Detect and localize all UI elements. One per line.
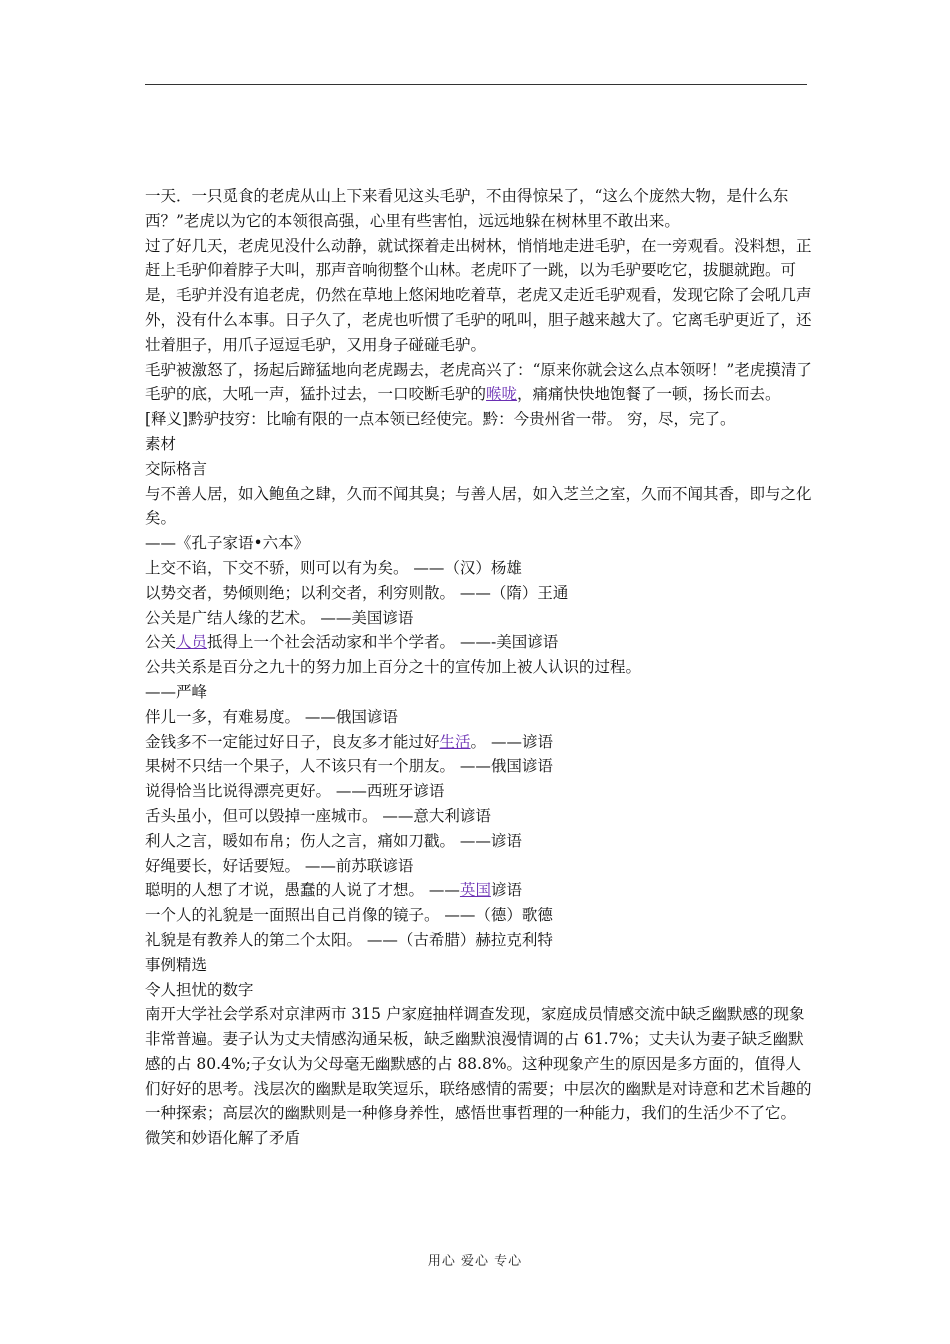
quote-text: 谚语: [490, 881, 522, 900]
explanation: [释义]黔驴技穷：比喻有限的一点本领已经使完。黔：今贵州省一带。 穷，尽，完了。: [145, 410, 736, 429]
quote-text: 。 ——谚语: [470, 732, 553, 751]
quote-text: 聪明的人想了才说，愚蠢的人说了才想。 ——: [145, 881, 460, 900]
example-title: 令人担忧的数字: [145, 980, 254, 999]
quote-line: 以势交者，势倾则绝；以利交者，利穷则散。 ——（隋）王通: [145, 583, 569, 602]
quote-line: 一个人的礼貌是一面照出自己肖像的镜子。 ——（德）歌德: [145, 906, 553, 925]
quote-line: [145, 630, 813, 655]
page-footer: 用心 爱心 专心: [427, 1254, 523, 1269]
quote-line: 礼貌是有教养人的第二个太阳。 ——（古希腊）赫拉克利特: [145, 930, 553, 949]
story-paragraph-1: 一天．一只觅食的老虎从山上下来看见这头毛驴，不由得惊呆了，“这么个庞然大物，是什么东西？”老虎以为它的本领很高强，心里有些害怕，远远地躲在树林里不敢出来。: [145, 187, 789, 230]
section-heading-material: 素材: [145, 434, 177, 453]
quote-line: 与不善人居，如入鲍鱼之肆，久而不闻其臭；与善人居，如入芝兰之室，久而不闻其香，即与之化矣。: [145, 484, 812, 528]
england-link[interactable]: 英国: [459, 881, 491, 900]
quote-source: ——严峰: [145, 682, 208, 701]
story-text: ，痛痛快快地饱餐了一顿，扬长而去。: [517, 385, 781, 404]
example-title: 微笑和妙语化解了矛盾: [145, 1129, 301, 1148]
example-paragraph: 南开大学社会学系对京津两市 315 户家庭抽样调查发现，家庭成员情感交流中缺乏幽默感的现象非常普遍。妻子认为丈夫情感沟通呆板，缺乏幽默浪漫情调的占 61.7%；丈夫认为妻子缺乏幽默感的占 80.4%;子女认为父母毫无幽默感的占 88.8%。这种现象产生的原因是多方面的，值得人们好好的思考。浅层次的幽默是取笑逗乐，联络感情的需要；中层次的幽默是对诗意和艺术旨趣的一种探索；高层次的幽默则是一种修身养性，感悟世事哲理的一种能力，我们的生活少不了它。: [145, 1005, 812, 1123]
quote-line: [145, 878, 813, 903]
life-link[interactable]: 生活: [439, 732, 471, 751]
quote-line: 上交不谄，下交不骄，则可以有为矣。 ——（汉）杨雄: [145, 558, 522, 577]
quote-line: 伴儿一多，有难易度。 ——俄国谚语: [145, 707, 398, 726]
quote-line: 果树不只结一个果子，人不该只有一个朋友。 ——俄国谚语: [145, 757, 553, 776]
quote-line: 舌头虽小，但可以毁掉一座城市。 ——意大利谚语: [145, 806, 491, 825]
quote-line: 利人之言，暖如布帛；伤人之言，痛如刀戳。 ——谚语: [145, 831, 522, 850]
section-heading-examples: 事例精选: [145, 955, 208, 974]
section-heading-quotes: 交际格言: [145, 459, 208, 478]
personnel-link[interactable]: 人员: [176, 633, 208, 652]
quote-line: 公关是广结人缘的艺术。 ——美国谚语: [145, 608, 414, 627]
quote-line: 说得恰当比说得漂亮更好。 ——西班牙谚语: [145, 782, 445, 801]
quote-text: 抵得上一个社会活动家和半个学者。 ——-美国谚语: [207, 633, 559, 652]
story-paragraph-3: [145, 358, 813, 408]
quote-line: 好绳要长，好话要短。 ——前苏联谚语: [145, 856, 414, 875]
header-rule: [145, 84, 807, 85]
quote-line: 公共关系是百分之九十的努力加上百分之十的宣传加上被人认识的过程。: [145, 658, 642, 677]
throat-link[interactable]: 喉咙: [486, 385, 518, 404]
quote-source: ——《孔子家语•六本》: [145, 534, 310, 553]
quote-text: 金钱多不一定能过好日子，良友多才能过好: [145, 732, 440, 751]
quote-text: 公关: [145, 633, 177, 652]
story-paragraph-2: 过了好几天，老虎见没什么动静，就试探着走出树林，悄悄地走进毛驴，在一旁观看。没料想，正赶上毛驴仰着脖子大叫，那声音响彻整个山林。老虎吓了一跳，以为毛驴要吃它，拔腿就跑。可是，毛驴并没有追老虎，仍然在草地上悠闲地吃着草，老虎又走近毛驴观看，发现它除了会吼几声外，没有什么本事。日子久了，老虎也听惯了毛驴的吼叫，胆子越来越大了。它离毛驴更近了，还壮着胆子，用爪子逗逗毛驴，又用身子碰碰毛驴。: [145, 236, 812, 354]
story-text: 毛驴被激怒了，扬起后蹄猛地向老虎踢去，老虎高兴了：“原来你就会这么点本领呀！”老虎摸清了毛驴的底，大吼一声，猛扑过去，一口咬断毛驴的: [145, 360, 812, 404]
quote-line: [145, 730, 813, 755]
document-body: [145, 184, 813, 1151]
